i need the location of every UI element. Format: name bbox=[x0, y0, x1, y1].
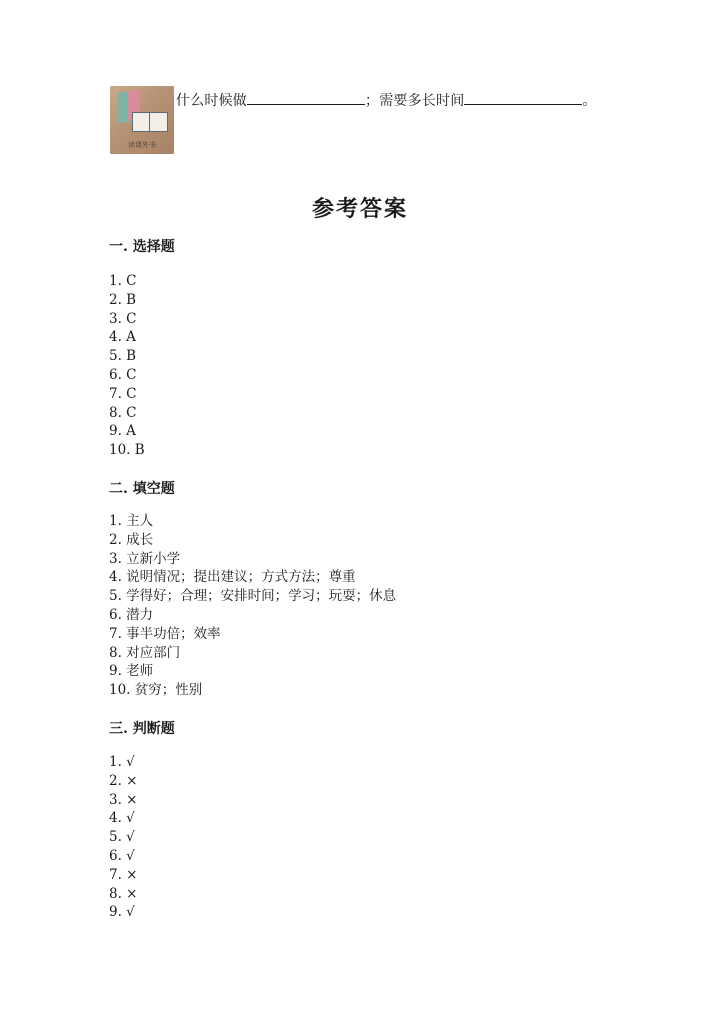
list-item: 6. 潜力 bbox=[109, 606, 154, 623]
list-item: 10. 贫穷；性别 bbox=[109, 682, 203, 699]
question-text bbox=[176, 90, 597, 110]
list-item: 6. C bbox=[109, 366, 137, 383]
answer-list-judge bbox=[109, 753, 137, 922]
list-item: 7. × bbox=[109, 866, 138, 883]
list-item: 3. 立新小学 bbox=[109, 550, 181, 567]
list-item: 7. 事半功倍；效率 bbox=[109, 625, 221, 642]
list-item: 8. × bbox=[109, 885, 138, 902]
list-item: 1. 主人 bbox=[109, 513, 154, 529]
list-item: 6. √ bbox=[109, 847, 135, 864]
list-item: 2. × bbox=[109, 772, 138, 789]
list-item: 4. A bbox=[109, 329, 136, 346]
list-item: 3. C bbox=[109, 310, 137, 327]
picture-caption: 读课外书 bbox=[128, 141, 156, 149]
answer-list-fill bbox=[109, 512, 396, 700]
section-title-judge: 三. 判断题 bbox=[109, 721, 175, 737]
list-item: 5. 学得好；合理；安排时间；学习；玩耍；休息 bbox=[109, 588, 397, 605]
list-item: 8. 对应部门 bbox=[109, 644, 181, 661]
section-title-fill: 二. 填空题 bbox=[109, 481, 175, 497]
list-item: 10. B bbox=[109, 442, 145, 459]
answer-blank-when[interactable] bbox=[247, 92, 365, 105]
list-item: 4. √ bbox=[109, 810, 135, 827]
open-book-icon bbox=[132, 112, 168, 132]
list-item: 9. √ bbox=[109, 904, 135, 921]
list-item: 3. × bbox=[109, 791, 138, 808]
reading-picture bbox=[110, 86, 174, 154]
question-part-when: 什么时候做 bbox=[176, 93, 247, 109]
list-item: 7. C bbox=[109, 385, 137, 402]
question-part-duration: ；需要多长时间 bbox=[365, 93, 465, 109]
list-item: 5. √ bbox=[109, 829, 135, 846]
answer-title: 参考答案 bbox=[311, 196, 408, 222]
question-part-end: 。 bbox=[582, 93, 597, 109]
list-item: 1. √ bbox=[109, 754, 135, 770]
list-item: 2. B bbox=[109, 291, 137, 308]
list-item: 4. 说明情况；提出建议；方式方法；尊重 bbox=[109, 569, 356, 586]
answer-blank-duration[interactable] bbox=[464, 92, 582, 105]
question-row bbox=[110, 86, 670, 156]
answer-list-choice bbox=[109, 272, 145, 460]
section-title-choice: 一. 选择题 bbox=[109, 239, 175, 255]
list-item: 9. A bbox=[109, 423, 136, 440]
list-item: 8. C bbox=[109, 404, 137, 421]
list-item: 2. 成长 bbox=[109, 531, 154, 548]
list-item: 1. C bbox=[109, 273, 137, 289]
list-item: 9. 老师 bbox=[109, 663, 154, 680]
list-item: 5. B bbox=[109, 348, 137, 365]
